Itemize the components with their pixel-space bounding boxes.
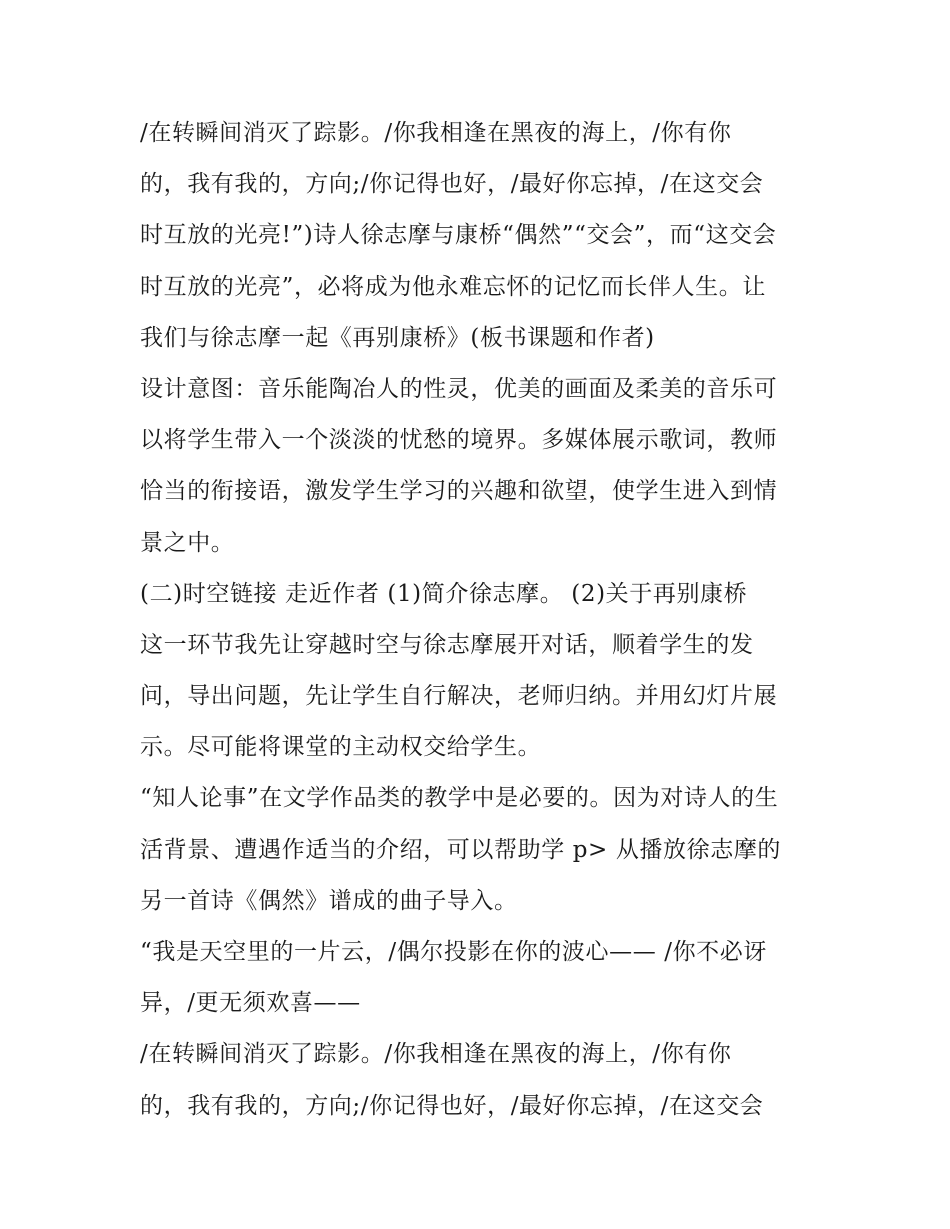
text-line: 示。尽可能将课堂的主动权交给学生。: [140, 734, 542, 761]
text-line: 活背景、遭遇作适当的介绍，可以帮助学 p> 从播放徐志摩的: [140, 836, 782, 863]
text-line: 恰当的衔接语，激发学生学习的兴趣和欲望，使学生进入到情: [140, 478, 778, 505]
text-line: 的，我有我的，方向;/你记得也好，/最好你忘掉，/在这交会: [140, 1092, 764, 1119]
text-line: 问，导出问题，先让学生自行解决，老师归纳。并用幻灯片展: [140, 683, 778, 710]
text-line: 以将学生带入一个淡淡的忧愁的境界。多媒体展示歌词，教师: [140, 427, 778, 454]
text-line: 景之中。: [140, 529, 235, 556]
text-line: 另一首诗《偶然》谱成的曲子导入。: [140, 887, 518, 914]
text-line: 我们与徐志摩一起《再别康桥》(板书课题和作者): [140, 324, 655, 351]
text-line: 时互放的光亮”，必将成为他永难忘怀的记忆而长伴人生。让: [140, 273, 766, 300]
text-line: 异，/更无须欢喜——: [140, 990, 361, 1017]
text-line: 这一环节我先让穿越时空与徐志摩展开对话，顺着学生的发: [140, 631, 754, 658]
text-line: /在转瞬间消灭了踪影。/你我相逢在黑夜的海上，/你有你: [140, 1041, 732, 1068]
text-line: “知人论事”在文学作品类的教学中是必要的。因为对诗人的生: [140, 785, 779, 812]
text-line: 设计意图：音乐能陶冶人的性灵，优美的画面及柔美的音乐可: [140, 375, 778, 402]
text-line: (二)时空链接 走近作者 (1)简介徐志摩。 (2)关于再别康桥: [140, 580, 748, 607]
text-line: 的，我有我的，方向;/你记得也好，/最好你忘掉，/在这交会: [140, 171, 764, 198]
body-text: [140, 108, 820, 1132]
text-line: /在转瞬间消灭了踪影。/你我相逢在黑夜的海上，/你有你: [140, 120, 732, 146]
text-line: 时互放的光亮!”)诗人徐志摩与康桥“偶然”“交会”，而“这交会: [140, 222, 777, 249]
text-line: “我是天空里的一片云，/偶尔投影在你的波心—— /你不必讶: [140, 939, 767, 965]
